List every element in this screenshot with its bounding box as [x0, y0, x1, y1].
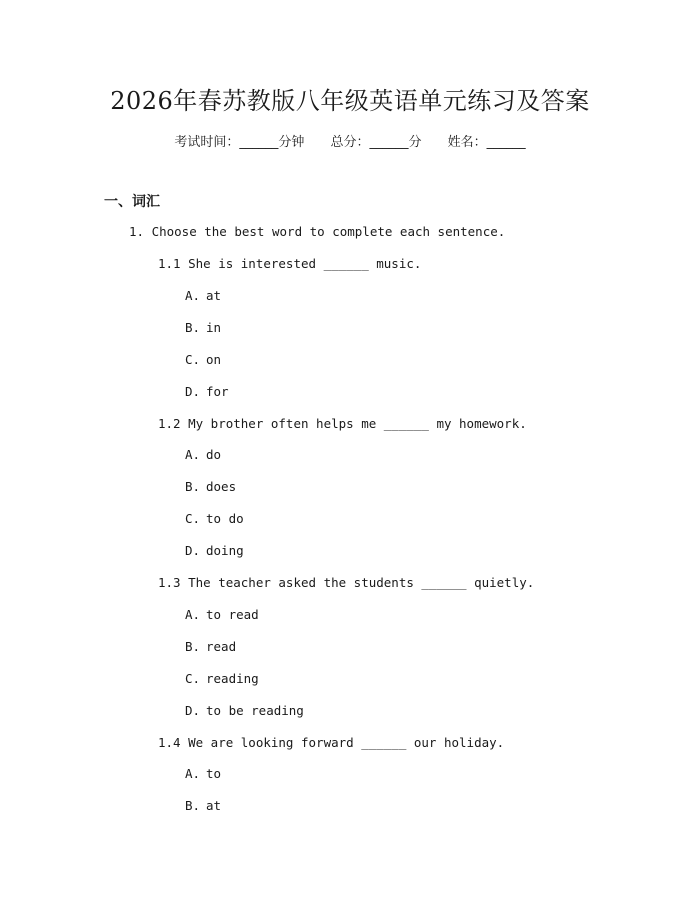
- answer-option[interactable]: [185, 605, 259, 625]
- option-text: to do: [206, 511, 244, 527]
- option-text: doing: [206, 543, 244, 559]
- option-text: does: [206, 479, 237, 495]
- answer-option[interactable]: [185, 477, 236, 497]
- option-letter: D.: [185, 543, 201, 559]
- option-letter: A.: [185, 287, 201, 303]
- option-letter: B.: [185, 798, 201, 814]
- option-letter: A.: [185, 606, 201, 622]
- option-letter: D.: [185, 383, 201, 399]
- answer-option[interactable]: [185, 701, 304, 721]
- option-text: for: [206, 383, 229, 399]
- option-letter: B.: [185, 319, 201, 335]
- answer-option[interactable]: [185, 796, 221, 816]
- option-letter: A.: [185, 766, 201, 782]
- option-letter: A.: [185, 447, 201, 463]
- option-text: read: [206, 638, 237, 654]
- answer-option[interactable]: [185, 541, 244, 561]
- option-letter: B.: [185, 638, 201, 654]
- answer-option[interactable]: [185, 318, 221, 338]
- option-text: in: [206, 319, 222, 335]
- sub-question: 1.1 She is interested ______ music.: [158, 256, 422, 271]
- option-letter: C.: [185, 511, 201, 527]
- sub-question: 1.3 The teacher asked the students ______ quietly.: [158, 575, 535, 590]
- option-text: to read: [206, 606, 259, 622]
- option-text: reading: [206, 670, 259, 686]
- option-text: to be reading: [206, 702, 304, 718]
- answer-option[interactable]: [185, 445, 221, 465]
- question-prompt: 1. Choose the best word to complete each sentence.: [129, 224, 506, 239]
- answer-option[interactable]: [185, 509, 244, 529]
- sub-question: 1.2 My brother often helps me ______ my homework.: [158, 415, 527, 431]
- total-score-field: 总分：______分: [330, 135, 422, 150]
- option-letter: C.: [185, 670, 201, 686]
- option-text: at: [206, 287, 222, 303]
- option-text: on: [206, 351, 222, 367]
- answer-option[interactable]: [185, 286, 221, 306]
- option-text: do: [206, 447, 222, 463]
- option-letter: B.: [185, 479, 201, 495]
- answer-option[interactable]: [185, 382, 229, 402]
- option-letter: C.: [185, 351, 201, 367]
- answer-option[interactable]: [185, 669, 259, 689]
- answer-option[interactable]: [185, 764, 221, 784]
- page-title: 2026年春苏教版八年级英语单元练习及答案: [110, 87, 590, 115]
- sub-question: 1.4 We are looking forward ______ our holiday.: [158, 734, 505, 750]
- option-text: at: [206, 798, 222, 814]
- option-text: to: [206, 766, 222, 782]
- answer-option[interactable]: [185, 350, 221, 370]
- option-letter: D.: [185, 702, 201, 718]
- name-field: 姓名：______: [447, 135, 526, 150]
- exam-time-field: 考试时间：______分钟: [174, 135, 305, 150]
- answer-option[interactable]: [185, 637, 236, 657]
- section-heading: 一、词汇: [104, 194, 160, 210]
